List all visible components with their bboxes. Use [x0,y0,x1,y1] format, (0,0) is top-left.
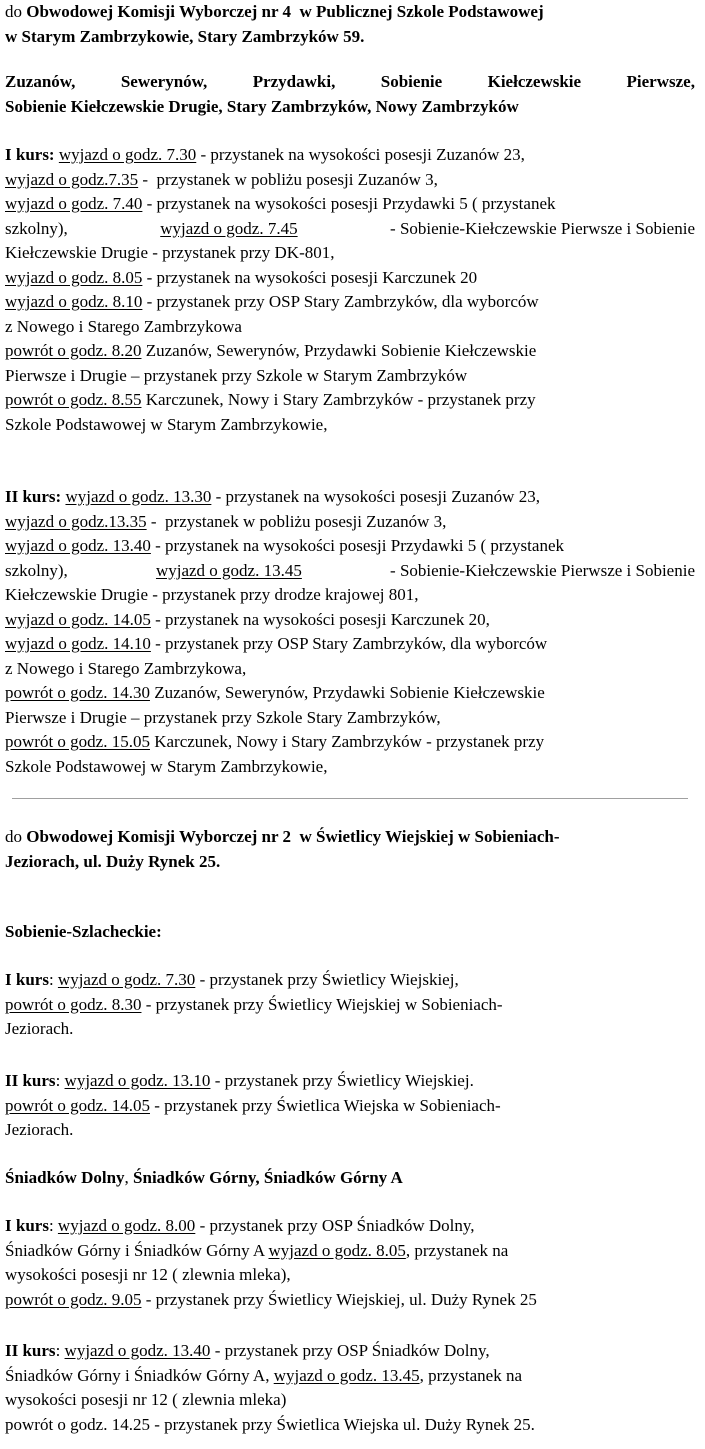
text-run: : [48,1216,58,1235]
text-line [5,266,477,290]
text-line [5,1364,522,1388]
text-run: II kurs [5,1341,56,1360]
text-run: Jeziorach. [5,1019,74,1038]
departure-time: wyjazd o godz. 13.10 [64,1071,211,1090]
text-run: szkolny), [5,560,73,580]
text-run: z Nowego i Starego Zambrzykowa [5,316,242,336]
departure-time: powrót o godz. 8.30 [5,994,142,1014]
text-run: szkolny), [5,218,73,238]
departure-time: wyjazd o godz. 7.40 [5,194,143,213]
text-line [5,657,246,681]
text-run: I kurs [5,970,49,989]
departure-time: wyjazd o godz. 13.45 [273,1365,420,1385]
text-line [5,755,327,779]
departure-time: powrót o godz. 9.05 [5,1289,142,1309]
departure-time: wyjazd o godz. 7.45 [160,218,298,238]
text-run: - przystanek przy OSP Stary Zambrzyków, dla wyborców [150,634,548,653]
text-line [5,632,547,656]
text-line [5,850,220,874]
departure-time: powrót o godz. 8.20 [5,341,142,360]
text-run: - przystanek na wysokości posesji Przydawki 5 ( przystanek [150,536,564,555]
departure-time: wyjazd o godz. 8.05 [268,1240,406,1260]
text-line [5,1214,475,1238]
text-run: Pierwsze i Drugie – przystanek przy Szkole w Starym Zambrzyków [5,365,468,385]
text-line [5,706,441,730]
text-line [5,241,335,265]
text-run: - przystanek przy OSP Śniadków Dolny, [195,1216,475,1235]
text-run: - przystanek w pobliżu posesji Zuzanów 3, [146,511,447,531]
text-line [5,920,162,944]
departure-time: wyjazd o godz. 8.00 [57,1216,196,1235]
text-run: wysokości posesji nr 12 ( zlewnia mleka), [5,1265,291,1284]
text-run: Śniadków Dolny [5,1168,125,1187]
text-line [5,559,695,583]
text-run: Sobienie-Szlacheckie: [5,922,162,941]
departure-time: wyjazd o godz.13.35 [5,511,147,531]
text-line [5,730,544,754]
text-run: Karczunek, Nowy i Stary Zambrzyków - przystanek przy [149,732,545,751]
text-line [5,217,695,241]
text-run: - przystanek w pobliżu posesji Zuzanów 3, [138,169,438,189]
text-line [5,583,419,607]
text-line [5,1413,535,1437]
text-run: Kiełczewskie [487,72,582,91]
text-run: Kiełczewskie Drugie - przystanek przy drodze krajowej 801, [5,585,419,604]
text-run: , przystanek na [419,1365,523,1385]
departure-time: wyjazd o godz. 13.30 [65,487,212,506]
text-run: Sobienie [380,72,443,91]
text-line [5,510,446,534]
text-run: - przystanek na wysokości posesji Karczunek 20 [142,267,478,287]
text-run: I kurs: [5,145,55,164]
text-run: - przystanek przy Świetlicy Wiejskiej, ul. Duży Rynek 25 [141,1289,537,1309]
text-line [5,1118,73,1142]
text-run: - Sobienie-Kiełczewskie Pierwsze i Sobienie [385,218,695,238]
text-line [5,681,545,705]
text-run: Śniadków Górny i Śniadków Górny A [5,1240,269,1260]
text-run: do [5,2,27,21]
text-line [5,95,519,119]
text-line [5,192,556,216]
text-run: Sobienie Kiełczewskie Drugie, Stary Zambrzyków, Nowy Zambrzyków [5,96,519,116]
text-run: w Starym Zambrzykowie, Stary Zambrzyków 59. [5,26,365,46]
text-line [5,1069,474,1093]
departure-time: wyjazd o godz. 13.45 [155,560,302,580]
text-line [5,143,525,167]
text-line [5,168,438,192]
text-line [5,70,695,94]
text-line [5,1263,291,1287]
text-line [5,1166,403,1190]
text-run: z Nowego i Starego Zambrzykowa, [5,658,247,678]
text-line [5,1339,490,1363]
departure-time: wyjazd o godz. 14.05 [5,609,151,629]
text-run: do [5,827,27,846]
text-run: Zuzanów, [5,72,76,91]
departure-time: wyjazd o godz. 14.10 [5,634,151,653]
text-run: Jeziorach, ul. Duży Rynek 25. [5,851,221,871]
text-line [5,1094,501,1118]
text-run: - Sobienie-Kiełczewskie Pierwsze i Sobienie [385,560,695,580]
text-run: - przystanek przy Świetlica Wiejska w Sobieniach- [149,1095,501,1115]
departure-time: wyjazd o godz. 13.40 [5,536,151,555]
text-line [5,1288,537,1312]
text-line [5,1017,73,1041]
text-line [5,968,459,992]
text-run: , przystanek na [405,1240,509,1260]
text-run: Zuzanów, Sewerynów, Przydawki Sobienie Kiełczewskie [141,341,537,360]
text-run: Zuzanów, Sewerynów, Przydawki Sobienie Kiełczewskie [149,683,545,702]
text-run: Śniadków Górny, Śniadków Górny A [133,1168,403,1187]
text-run: II kurs [5,1071,56,1090]
text-line [5,1239,508,1263]
text-line [5,825,560,849]
text-run: Obwodowej Komisji Wyborczej nr 2 w Świetlicy Wiejskiej w Sobieniach- [26,827,560,846]
text-run: - przystanek na wysokości posesji Karczunek 20, [150,609,490,629]
text-run: Pierwsze, [626,72,695,91]
text-run: : [55,1341,65,1360]
departure-time: wyjazd o godz.7.35 [5,169,139,189]
departure-time: powrót o godz. 8.55 [5,390,142,409]
text-line [5,25,364,49]
text-run: - przystanek na wysokości posesji Zuzanów 23, [196,145,525,164]
text-run: - przystanek przy Świetlicy Wiejskiej, [195,970,459,989]
text-line [5,339,536,363]
departure-time: wyjazd o godz. 7.30 [58,145,197,164]
text-run: , [124,1168,134,1187]
departure-time: wyjazd o godz. 8.10 [5,292,143,311]
text-run: Przydawki, [252,72,336,91]
text-run: Kiełczewskie Drugie - przystanek przy DK-801, [5,243,335,262]
departure-time: powrót o godz. 15.05 [5,732,150,751]
text-run: Obwodowej Komisji Wyborczej nr 4 w Publicznej Szkole Podstawowej [26,2,544,21]
text-run: Śniadków Górny i Śniadków Górny A, [5,1365,274,1385]
text-run: II kurs: [5,487,62,506]
text-run: Pierwsze i Drugie – przystanek przy Szkole Stary Zambrzyków, [5,707,441,727]
text-run: - przystanek przy OSP Śniadków Dolny, [210,1341,490,1360]
text-line [5,315,242,339]
text-run: Szkole Podstawowej w Starym Zambrzykowie, [5,414,328,434]
text-line [5,608,490,632]
text-line [5,290,539,314]
text-line [5,485,540,509]
text-run: Jeziorach. [5,1120,74,1139]
departure-time: wyjazd o godz. 13.40 [64,1341,211,1360]
text-run: I kurs [5,1216,49,1235]
departure-time: powrót o godz. 14.30 [5,683,150,702]
text-line [5,413,327,437]
text-run: Karczunek, Nowy i Stary Zambrzyków - przystanek przy [141,390,536,409]
departure-time: wyjazd o godz. 8.05 [5,267,143,287]
text-line [5,1388,286,1412]
text-run: wysokości posesji nr 12 ( zlewnia mleka) [5,1390,287,1409]
text-line [5,534,564,558]
text-run: : [55,1071,65,1090]
text-line [5,993,503,1017]
text-run: - przystanek przy Świetlicy Wiejskiej w Sobieniach- [141,994,503,1014]
text-line [5,388,536,412]
departure-time: wyjazd o godz. 7.30 [57,970,196,989]
section-divider [12,798,688,799]
text-run: - przystanek na wysokości posesji Zuzanów 23, [211,487,540,506]
departure-time: powrót o godz. 14.05 [5,1095,150,1115]
text-run: Sewerynów, [120,72,208,91]
text-run: - przystanek przy OSP Stary Zambrzyków, dla wyborców [142,292,539,311]
text-run: Szkole Podstawowej w Starym Zambrzykowie, [5,756,328,776]
text-line [5,364,467,388]
text-run: : [48,970,58,989]
text-run: - przystanek przy Świetlicy Wiejskiej. [210,1071,474,1090]
text-run: powrót o godz. 14.25 - przystanek przy Świetlica Wiejska ul. Duży Rynek 25. [5,1414,535,1434]
text-run: - przystanek na wysokości posesji Przydawki 5 ( przystanek [142,194,556,213]
text-line [5,0,544,24]
